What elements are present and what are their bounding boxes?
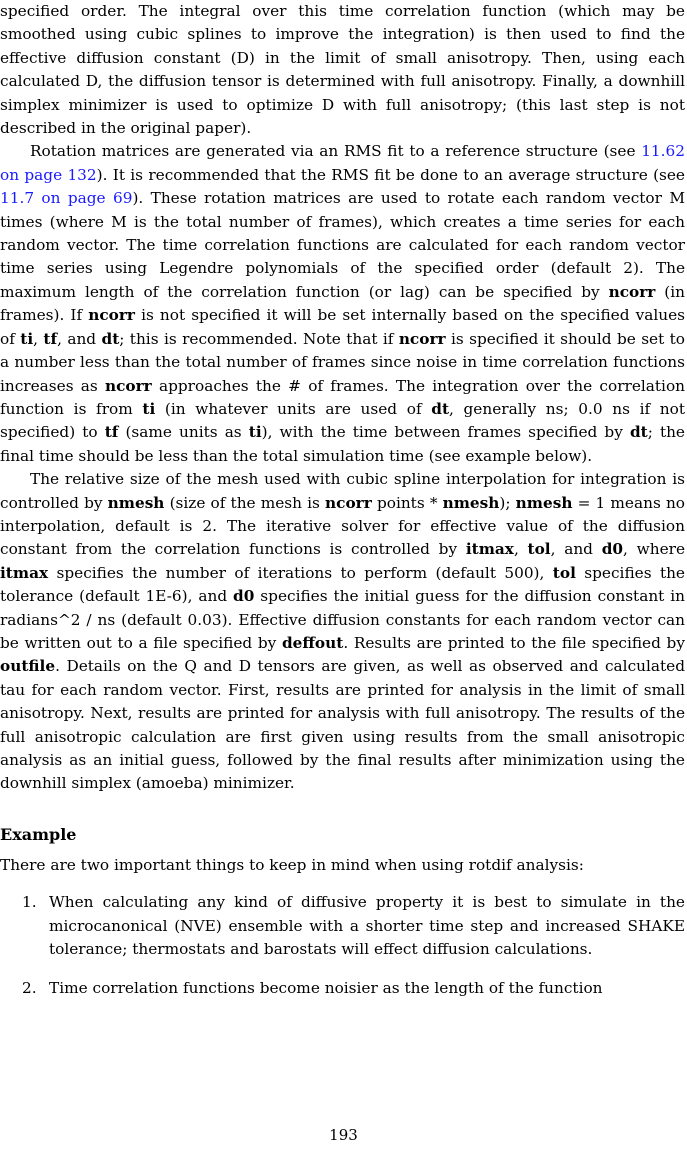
text-run: ; the final time should be less than the total simulation time (see example below). [0,423,685,465]
text-run: ). These rotation matrices are used to rotate each random vector M times (where M is the total number of frames), which creates a time series for each random vector. The time correlation functions are calculated for each random vector time series using Legendre polynomials of the specified order (default 2). The maximum length of the correlation function (or lag) can be specified by [0,189,685,301]
keyword-ti: ti [142,399,156,418]
text-run: , and [57,329,102,348]
list-item [0,891,685,961]
keyword-ncorr: ncorr [398,329,446,348]
text-run: ). It is recommended that the RMS fit be done to an average structure (see [96,165,685,184]
keyword-ncorr: ncorr [325,493,372,512]
keyword-itmax: itmax [0,563,49,582]
text-run: ), with the time between frames specified by [261,423,630,442]
text-run: approaches the # of frames. The integration over the correlation function is from [0,376,686,418]
list-item [0,977,685,1000]
list-item-number: 1. [22,893,37,912]
text-run: ; this is recommended. Note that if [119,329,399,348]
text-run: specifies the number of iterations to perform (default 500), [48,563,553,582]
keyword-ti: ti [248,423,262,442]
keyword-tf: tf [43,329,58,348]
text-run: (in frames). If [0,282,686,325]
text-run: (in whatever units are used of [155,399,432,418]
keyword-tol: tol [552,563,576,582]
text-run: specifies the tolerance (default 1E-6), and [0,563,685,606]
keyword-d0: d0 [601,540,624,559]
keyword-ncorr: ncorr [88,306,135,325]
page-number: 193 [329,1126,358,1144]
ref-link-rms-section[interactable]: 11.62 on page 132 [0,142,685,184]
text-run: is not specified it will be set internally based on the specified values of [0,306,685,348]
text-run: The relative size of the mesh used with cubic spline interpolation for integration is controlled by [0,470,685,512]
example-list [0,891,685,1001]
text-run: ); [499,493,516,512]
keyword-deffout: deffout [281,633,344,652]
keyword-dt: dt [431,399,450,418]
text-run: , and [550,540,602,559]
text-run: , generally ns; 0.0 ns if not specified) to [0,399,685,442]
section-heading-example: Example [0,824,77,844]
text-run: (same units as [118,423,249,442]
text-run: . Details on the Q and D tensors are given, as well as observed and calculated tau for each random vector. First, results are printed for analysis in the limit of small anisotropy. Next, results are printed for analysis with full anisotropy. The results of the full anisotropic calculation are first given using results from the small anisotropic analysis as an initial guess, followed by the final results after minimization using the downhill simplex (amoeba) minimizer. [0,657,685,793]
keyword-tf: tf [104,423,119,442]
keyword-d0: d0 [233,587,255,606]
keyword-dt: dt [101,329,120,348]
text-run: , [33,329,44,348]
keyword-itmax: itmax [465,540,514,559]
paragraph-rotation-matrices [0,140,685,468]
text-run: Rotation matrices are generated via an RMS fit to a reference structure (see [30,142,642,161]
list-item-text: When calculating any kind of diffusive property it is best to simulate in the microcanonical (NVE) ensemble with a shorter time step and increased SHAKE tolerance; thermostats and barostats will effect diffusion calculations. [49,893,685,959]
keyword-ncorr: ncorr [608,282,656,301]
paragraph-text: specified order. The integral over this time correlation function (which may be smoothed using cubic splines to improve the integration) is then used to find the effective diffusion constant (D) in the limit of small anisotropy. Then, using each calculated D, the diffusion tensor is determined with full anisotropy. Finally, a downhill simplex minimizer is used to optimize D with full anisotropy; (this last step is not described in the original paper). [0,2,685,138]
list-item-number: 2. [22,979,37,998]
text-run: = 1 means no interpolation, default is 2. The iterative solver for effective value of the diffusion constant from the correlation functions is controlled by [0,493,686,559]
text-run: , where [623,540,685,559]
keyword-nmesh: nmesh [107,493,165,512]
list-item-text: Time correlation functions become noisier as the length of the function [49,979,603,998]
text-run: , [513,540,528,559]
example-intro: There are two important things to keep in mind when using rotdif analysis: [0,855,584,874]
paragraph-method-summary [0,0,685,140]
keyword-ncorr: ncorr [104,376,152,395]
keyword-nmesh: nmesh [442,493,500,512]
text-run: points * [371,493,443,512]
text-run: is specified it should be set to a number less than the total number of frames since noise in time correlation functions increases as [0,329,685,395]
text-run: (size of the mesh is [164,493,326,512]
text-run: specifies the initial guess for the diffusion constant in radians^2 / ns (default 0.03). Effective diffusion constants for each random vector can be written out to a file specified by [0,587,685,652]
keyword-nmesh: nmesh [515,493,573,512]
keyword-outfile: outfile [0,657,56,676]
keyword-tol: tol [527,540,551,559]
text-run: . Results are printed to the file specified by [343,633,685,652]
keyword-ti: ti [20,329,34,348]
paragraph-mesh-and-solver [0,468,685,796]
keyword-dt: dt [629,423,648,442]
ref-link-average-section[interactable]: 11.7 on page 69 [0,189,133,208]
